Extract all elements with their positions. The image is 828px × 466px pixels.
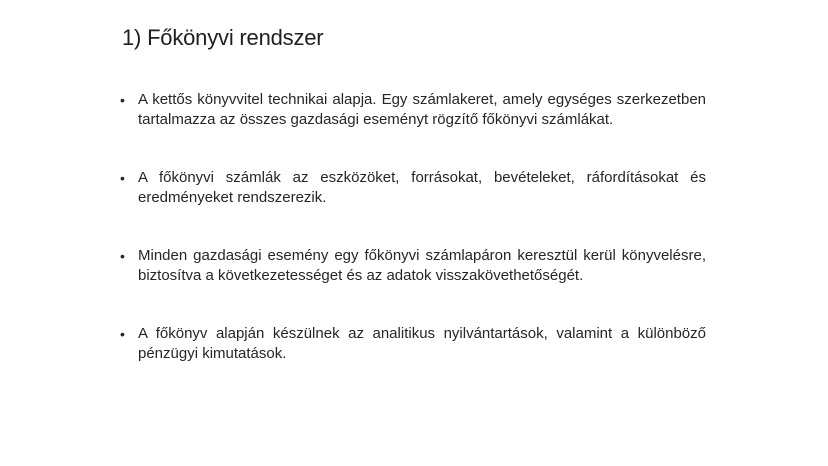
- slide-title: 1) Főkönyvi rendszer: [122, 25, 324, 50]
- bullet-text: A főkönyvi számlák az eszközöket, forrásokat, bevételeket, ráfordításokat és eredményeket rendszerezik.: [138, 169, 706, 206]
- bullet-text: A kettős könyvvitel technikai alapja. Egy számlakeret, amely egységes szerkezetben tartalmazza az összes gazdasági eseményt rögzítő főkönyvi számlákat.: [138, 91, 706, 128]
- bullet-text: A főkönyv alapján készülnek az analitikus nyilvántartások, valamint a különböző pénzügyi kimutatások.: [138, 325, 706, 362]
- bullet-icon: •: [120, 170, 125, 186]
- bullet-icon: •: [120, 326, 125, 342]
- list-item: [120, 90, 706, 130]
- bullet-text: Minden gazdasági esemény egy főkönyvi számlapáron keresztül kerül könyvelésre, biztosítva a következetességet és az adatok visszakövethetőségét.: [138, 247, 706, 284]
- bullet-icon: •: [120, 248, 125, 264]
- list-item: [120, 324, 706, 364]
- bullet-list: [120, 90, 706, 364]
- bullet-icon: •: [120, 92, 125, 108]
- list-item: [120, 246, 706, 286]
- list-item: [120, 168, 706, 208]
